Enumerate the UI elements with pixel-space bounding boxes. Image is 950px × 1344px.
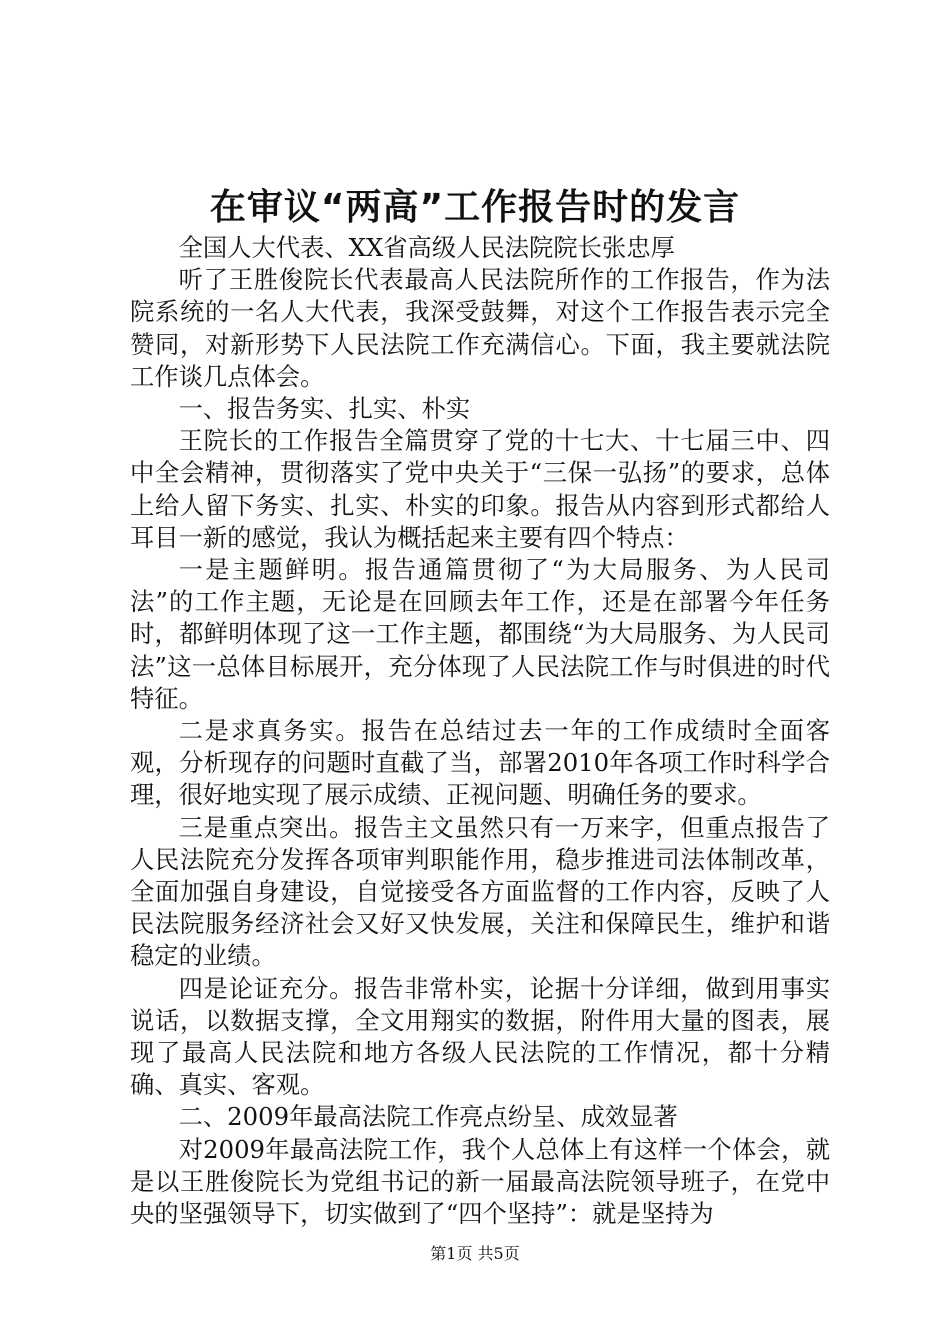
section-heading: 二、2009年最高法院工作亮点纷呈、成效显著 [178, 1102, 678, 1132]
document-title: 在审议“两高”工作报告时的发言 [209, 187, 741, 228]
page-footer: 第1页 共5页 [430, 1244, 520, 1263]
document-body [130, 232, 830, 1230]
paragraph: 三是重点突出。报告主文虽然只有一万来字，但重点报告了人民法院充分发挥各项审判职能作用，稳步推进司法体制改革，全面加强自身建设，自觉接受各方面监督的工作内容，反映了人民法院服务经济社会又好又快发展，关注和保障民生，维护和谐稳定的业绩。 [130, 812, 830, 971]
paragraph: 对2009年最高法院工作，我个人总体上有这样一个体会，就是以王胜俊院长为党组书记的新一届最高法院领导班子，在党中央的坚强领导下，切实做到了“四个坚持”：就是坚持为 [130, 1134, 830, 1229]
author-line: 全国人大代表、XX省高级人民法院院长张忠厚 [178, 233, 675, 262]
paragraph: 王院长的工作报告全篇贯穿了党的十七大、十七届三中、四中全会精神，贯彻落实了党中央关于“三保一弘扬”的要求，总体上给人留下务实、扎实、朴实的印象。报告从内容到形式都给人耳目一新的感觉，我认为概括起来主要有四个特点： [130, 426, 830, 552]
paragraph: 一是主题鲜明。报告通篇贯彻了“为大局服务、为人民司法”的工作主题，无论是在回顾去年工作，还是在部署今年任务时，都鲜明体现了这一工作主题，都围绕“为大局服务、为人民司法”这一总体目标展开，充分体现了人民法院工作与时俱进的时代特征。 [130, 555, 830, 713]
paragraph: 四是论证充分。报告非常朴实，论据十分详细，做到用事实说话，以数据支撑，全文用翔实的数据，附件用大量的图表，展现了最高人民法院和地方各级人民法院的工作情况，都十分精确、真实、客观。 [130, 973, 830, 1100]
section-heading: 一、报告务实、扎实、朴实 [178, 394, 471, 424]
paragraph: 二是求真务实。报告在总结过去一年的工作成绩时全面客观，分析现存的问题时直截了当，部署2010年各项工作时科学合理，很好地实现了展示成绩、正视问题、明确任务的要求。 [130, 716, 830, 810]
paragraph: 听了王胜俊院长代表最高人民法院所作的工作报告，作为法院系统的一名人大代表，我深受鼓舞，对这个工作报告表示完全赞同，对新形势下人民法院工作充满信心。下面，我主要就法院工作谈几点体会。 [130, 265, 830, 391]
